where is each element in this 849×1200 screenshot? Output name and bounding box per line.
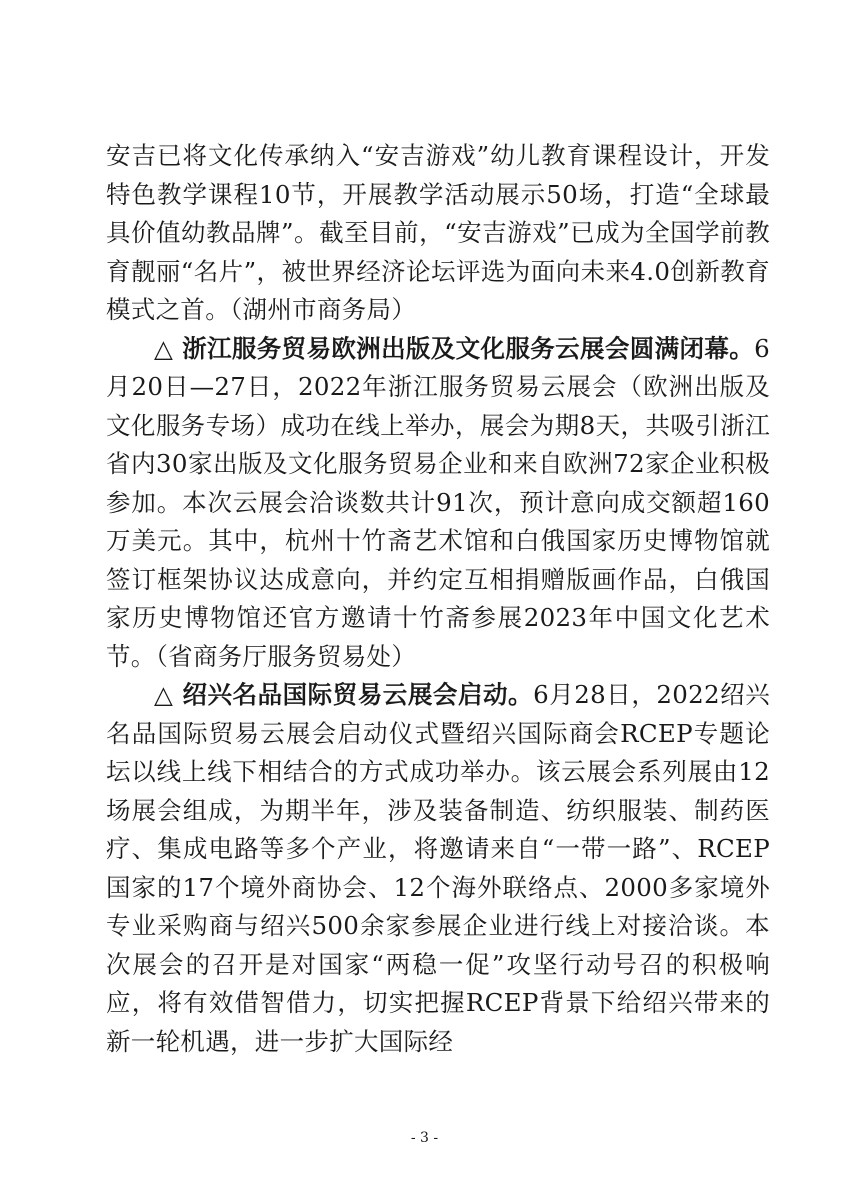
- paragraph-lead-heading: △ 绍兴名品国际贸易云展会启动。: [154, 680, 534, 709]
- paragraph-anji-education: [106, 137, 770, 330]
- paragraph-zhejiang-cloud-expo: [106, 330, 770, 677]
- paragraph-text: 安吉已将文化传承纳入“安吉游戏”幼儿教育课程设计，开发特色教学课程10节，开展教学活动展示50场，打造“全球最具价值幼教品牌”。截至目前，“安吉游戏”已成为全国学前教育靓丽“名片”，被世界经济论坛评选为面向未来4.0创新教育模式之首。（湖州市商务局）: [106, 141, 770, 324]
- paragraph-text: 6月20日—27日，2022年浙江服务贸易云展会（欧洲出版及文化服务专场）成功在线上举办，展会为期8天，共吸引浙江省内30家出版及文化服务贸易企业和来自欧洲72家企业积极参加。本次云展会洽谈数共计91次，预计意向成交额超160万美元。其中，杭州十竹斋艺术馆和白俄国家历史博物馆就签订框架协议达成意向，并约定互相捐赠版画作品，白俄国家历史博物馆还官方邀请十竹斋参展2023年中国文化艺术节。（省商务厅服务贸易处）: [106, 333, 770, 671]
- paragraph-lead-heading: △ 浙江服务贸易欧洲出版及文化服务云展会圆满闭幕。: [154, 333, 755, 363]
- paragraph-shaoxing-cloud-expo: [106, 676, 770, 1061]
- document-body: [106, 137, 770, 1061]
- page-number: - 3 -: [410, 1130, 439, 1146]
- paragraph-text: 6月28日，2022绍兴名品国际贸易云展会启动仪式暨绍兴国际商会RCEP专题论坛以线上线下相结合的方式成功举办。该云展会系列展由12场展会组成，为期半年，涉及装备制造、纺织服装、制药医疗、集成电路等多个产业，将邀请来自“一带一路”、RCEP国家的17个境外商协会、12个海外联络点、2000多家境外专业采购商与绍兴500余家参展企业进行线上对接洽谈。本次展会的召开是对国家“两稳一促”攻坚行动号召的积极响应，将有效借智借力，切实把握RCEP背景下给绍兴带来的新一轮机遇，进一步扩大国际经: [106, 680, 770, 1056]
